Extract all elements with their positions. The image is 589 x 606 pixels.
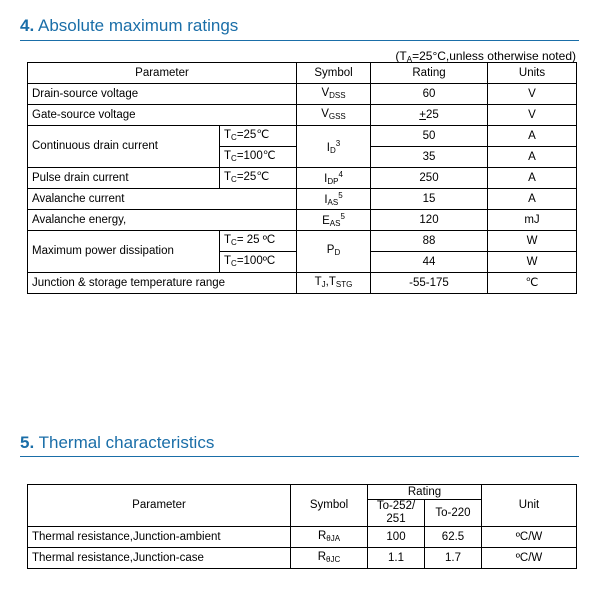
symbol-cell: EAS$^5$ — [297, 210, 371, 231]
table-row: Thermal resistance,Junction-case RθJC 1.1 1.7 ºC/W — [28, 548, 577, 569]
table-row: TC=100ºC 44 W — [28, 252, 577, 273]
header-parameter: Parameter — [28, 485, 291, 527]
ambient-note: (TA=25°C,unless otherwise noted) — [395, 49, 576, 64]
header-to220: To-220 — [425, 500, 482, 527]
table-row: Continuous drain current TC=25℃ $ID^3$ 50 A — [28, 126, 577, 147]
symbol-cell: $ID^3$ — [297, 126, 371, 168]
table-row: Pulse drain current TC=25℃ IDP$^4$ 250 A — [28, 168, 577, 189]
table-row: Avalanche current IAS$^5$ 15 A — [28, 189, 577, 210]
header-to252: To-252/ 251 — [368, 500, 425, 527]
symbol-cell: RθJA — [291, 527, 368, 548]
symbol-cell: PD — [297, 231, 371, 273]
table-header-row — [28, 485, 577, 500]
table-row: Thermal resistance,Junction-ambient RθJA 100 62.5 ºC/W — [28, 527, 577, 548]
symbol-cell: RθJC — [291, 548, 368, 569]
section-5-number: 5. — [20, 433, 35, 452]
thermal-table — [27, 484, 577, 569]
header-symbol: Symbol — [291, 485, 368, 527]
section-4-rule — [20, 40, 579, 41]
section-4-number: 4. — [20, 16, 35, 35]
header-parameter: Parameter — [28, 63, 297, 84]
table-row: Maximum power dissipation TC= 25 ºC PD 88 W — [28, 231, 577, 252]
header-unit: Unit — [482, 485, 577, 527]
section-5-rule — [20, 456, 579, 457]
table-row: Gate-source voltage VGSS +25 V — [28, 105, 577, 126]
symbol-cell: IDP$^4$ — [297, 168, 371, 189]
symbol-cell: TJ,TSTG — [297, 273, 371, 294]
section-5-title-text: Thermal characteristics — [38, 433, 215, 452]
symbol-cell: VDSS — [297, 84, 371, 105]
table-row: TC=100℃ 35 A — [28, 147, 577, 168]
header-symbol: Symbol — [297, 63, 371, 84]
symbol-cell: IAS$^5$ — [297, 189, 371, 210]
absolute-ratings-table — [27, 62, 577, 294]
section-5-title — [20, 433, 214, 453]
table-header-row — [28, 63, 577, 84]
table-row: Avalanche energy, EAS$^5$ 120 mJ — [28, 210, 577, 231]
header-units: Units — [488, 63, 577, 84]
section-4-title-text: Absolute maximum ratings — [37, 16, 239, 35]
header-rating: Rating — [368, 485, 482, 500]
section-4-title — [20, 16, 238, 36]
table-row: Drain-source voltage VDSS 60 V — [28, 84, 577, 105]
table-row: Junction & storage temperature range TJ,TSTG -55-175 ℃ — [28, 273, 577, 294]
symbol-cell: VGSS — [297, 105, 371, 126]
header-rating: Rating — [371, 63, 488, 84]
